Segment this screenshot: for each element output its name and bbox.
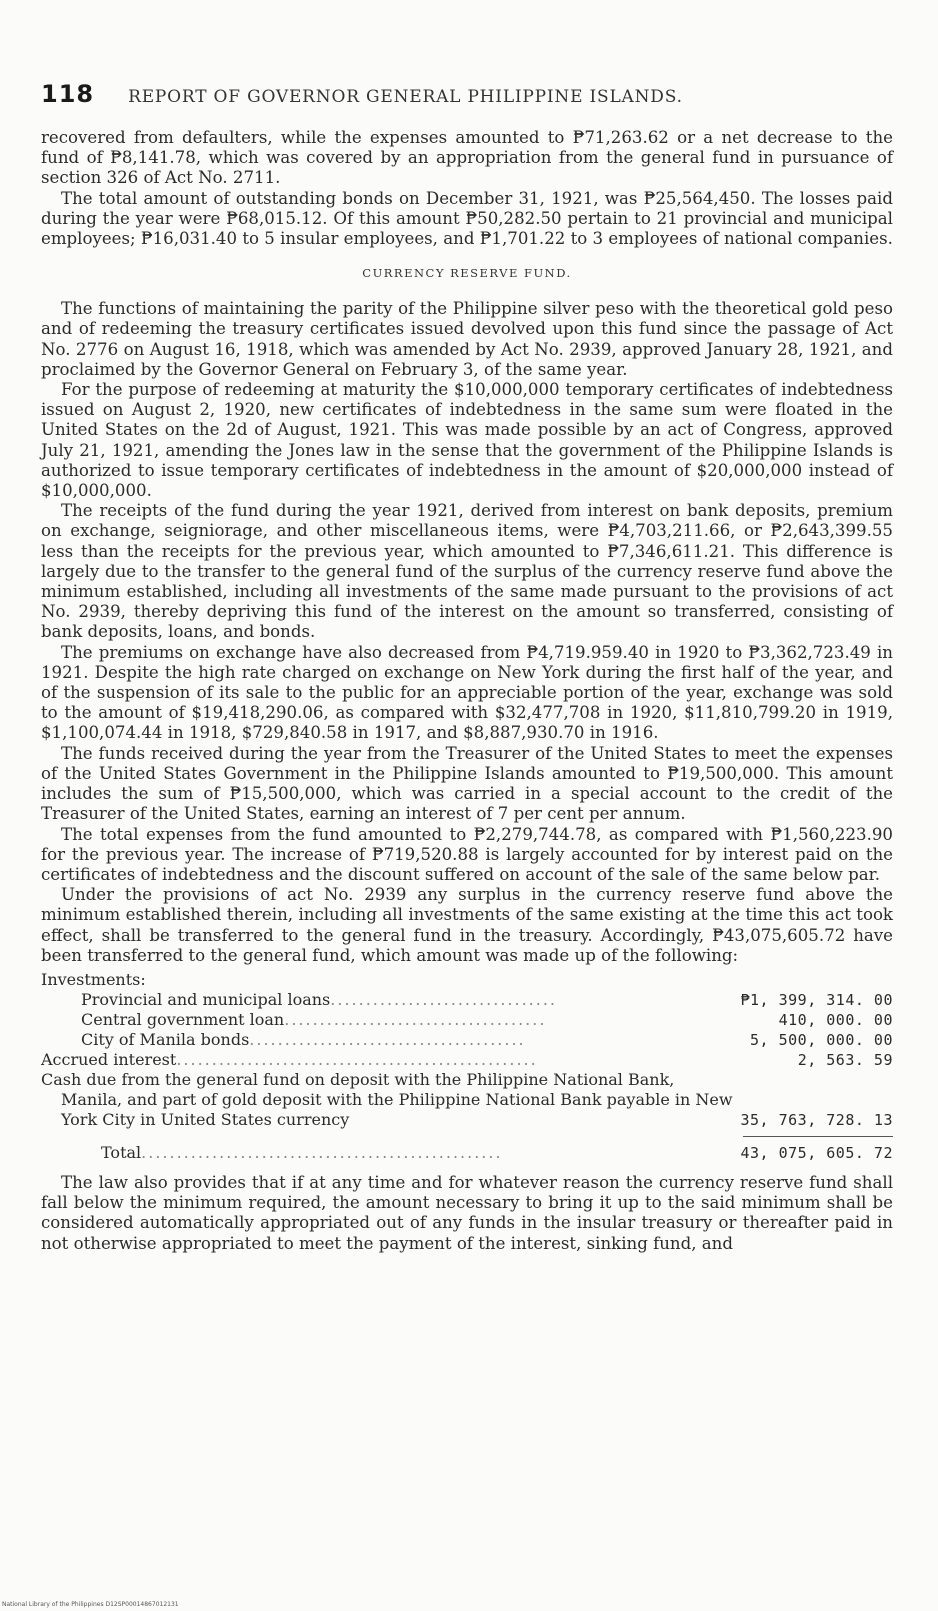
- paragraph-expenses: The total expenses from the fund amounted to ₱2,279,744.78, as compared with ₱1,560,223.90 for the previous year. The increase of ₱719,520.88 is largely accounted for by interest paid on the certificates of indebtedness and the discount suffered on account of the sale of the same below par.: [41, 824, 893, 884]
- leader-dots: ...................................................: [141, 1142, 503, 1162]
- total-rule: [743, 1136, 893, 1137]
- total-label: Total: [101, 1142, 142, 1162]
- total-row: [41, 1143, 893, 1163]
- paragraph-premiums: The premiums on exchange have also decreased from ₱4,719.959.40 in 1920 to ₱3,362,723.49 in 1921. Despite the high rate charged on exchange on New York during the first half of the year, and of the suspension of its sale to the public for an appreciable portion of the year, exchange was sold to the amount of $19,418,290.06, as compared with $32,477,708 in 1920, $11,810,799.20 in 1919, $1,100,074.44 in 1918, $729,840.58 in 1917, and $8,887,930.70 in 1916.: [41, 642, 893, 743]
- leader-dots: .......................................: [249, 1029, 526, 1049]
- investments-label: Investments:: [41, 969, 146, 989]
- row-label: Accrued interest: [41, 1049, 177, 1069]
- paragraph-receipts: The receipts of the fund during the year 1921, derived from interest on bank deposits, premium on exchange, seigniorage, and other miscellaneous items, were ₱4,703,211.66, or ₱2,643,399.55 less than the receipts for the previous year, which amounted to ₱7,346,611.21. This difference is largely due to the transfer to the general fund of the surplus of the currency reserve fund above the minimum established, including all investments of the same made pursuant to the provisions of act No. 2939, thereby depriving this fund of the interest on the amount so transferred, consisting of bank deposits, loans, and bonds.: [41, 501, 893, 642]
- table-row: [41, 1010, 893, 1030]
- paragraph-redeeming: For the purpose of redeeming at maturity the $10,000,000 temporary certificates of indebtedness issued on August 2, 1920, new certificates of indebtedness in the same sum were floated in the United States on the 2d of August, 1921. This was made possible by an act of Congress, approved July 21, 1921, amending the Jones law in the sense that the government of the Philippine Islands is authorized to issue temporary certificates of indebtedness in the amount of $20,000,000 instead of $10,000,000.: [41, 380, 893, 501]
- paragraph-surplus: Under the provisions of act No. 2939 any surplus in the currency reserve fund above the minimum established therein, including all investments of the same existing at the time this act took effect, shall be transferred to the general fund in the treasury. Accordingly, ₱43,075,605.72 have been transferred to the general fund, which amount was made up of the following:: [41, 885, 893, 965]
- running-title: REPORT OF GOVERNOR GENERAL PHILIPPINE ISLANDS.: [128, 87, 683, 107]
- investments-table: [41, 990, 893, 1163]
- row-amount: 2, 563. 59: [797, 1050, 893, 1069]
- page-header: [41, 80, 893, 108]
- total-amount: 43, 075, 605. 72: [740, 1143, 893, 1162]
- row-label: Cash due from the general fund on deposit with the Philippine National Bank, Manila, and part of gold deposit with the Philippine National Bank payable in New York City in United States currency: [41, 1069, 733, 1129]
- row-label: Provincial and municipal loans: [81, 989, 331, 1009]
- row-amount: ₱1, 399, 314. 00: [740, 990, 893, 1009]
- leader-dots: ...................................................: [176, 1049, 538, 1069]
- paragraph-functions: The functions of maintaining the parity of the Philippine silver peso with the theoretical gold peso and of redeeming the treasury certificates issued devolved upon this fund since the passage of Act No. 2776 on August 16, 1918, which was amended by Act No. 2939, approved January 28, 1921, and proclaimed by the Governor General on February 3, of the same year.: [41, 299, 893, 379]
- row-amount: 5, 500, 000. 00: [750, 1030, 893, 1049]
- page-body: [41, 80, 893, 1254]
- table-row: [41, 1030, 893, 1050]
- footer-note: National Library of the Philippines D12SP00014867012131: [2, 1601, 179, 1608]
- leader-dots: .....................................: [284, 1009, 547, 1029]
- table-row: [41, 990, 893, 1010]
- leader-dots: ................................: [330, 989, 558, 1009]
- row-label: Central government loan: [81, 1009, 285, 1029]
- paragraph-closing: The law also provides that if at any time and for whatever reason the currency reserve fund shall fall below the minimum required, the amount necessary to bring it up to the said minimum shall be considered automatically appropriated out of any funds in the insular treasury or thereafter paid in not otherwise appropriated to meet the payment of the interest, sinking fund, and: [41, 1172, 893, 1253]
- table-row: [41, 1050, 893, 1070]
- paragraph-bonds: The total amount of outstanding bonds on December 31, 1921, was ₱25,564,450. The losses paid during the year were ₱68,015.12. Of this amount ₱50,282.50 pertain to 21 provincial and municipal employees; ₱16,031.40 to 5 insular employees, and ₱1,701.22 to 3 employees of national companies.: [41, 188, 893, 249]
- row-amount: 410, 000. 00: [778, 1010, 893, 1029]
- row-amount: 35, 763, 728. 13: [740, 1110, 893, 1129]
- paragraph-funds-received: The funds received during the year from the Treasurer of the United States to meet the expenses of the United States Government in the Philippine Islands amounted to ₱19,500,000. This amount includes the sum of ₱15,500,000, which was carried in a special account to the credit of the Treasurer of the United States, earning an interest of 7 per cent per annum.: [41, 743, 893, 824]
- row-label: City of Manila bonds: [81, 1029, 250, 1049]
- section-title: CURRENCY RESERVE FUND.: [362, 266, 572, 281]
- paragraph-continued: recovered from defaulters, while the expenses amounted to ₱71,263.62 or a net decrease to the fund of ₱8,141.78, which was covered by an appropriation from the general fund in pursuance of section 326 of Act No. 2711.: [41, 128, 893, 188]
- table-row: [41, 1070, 893, 1130]
- page-number: 118: [41, 80, 95, 108]
